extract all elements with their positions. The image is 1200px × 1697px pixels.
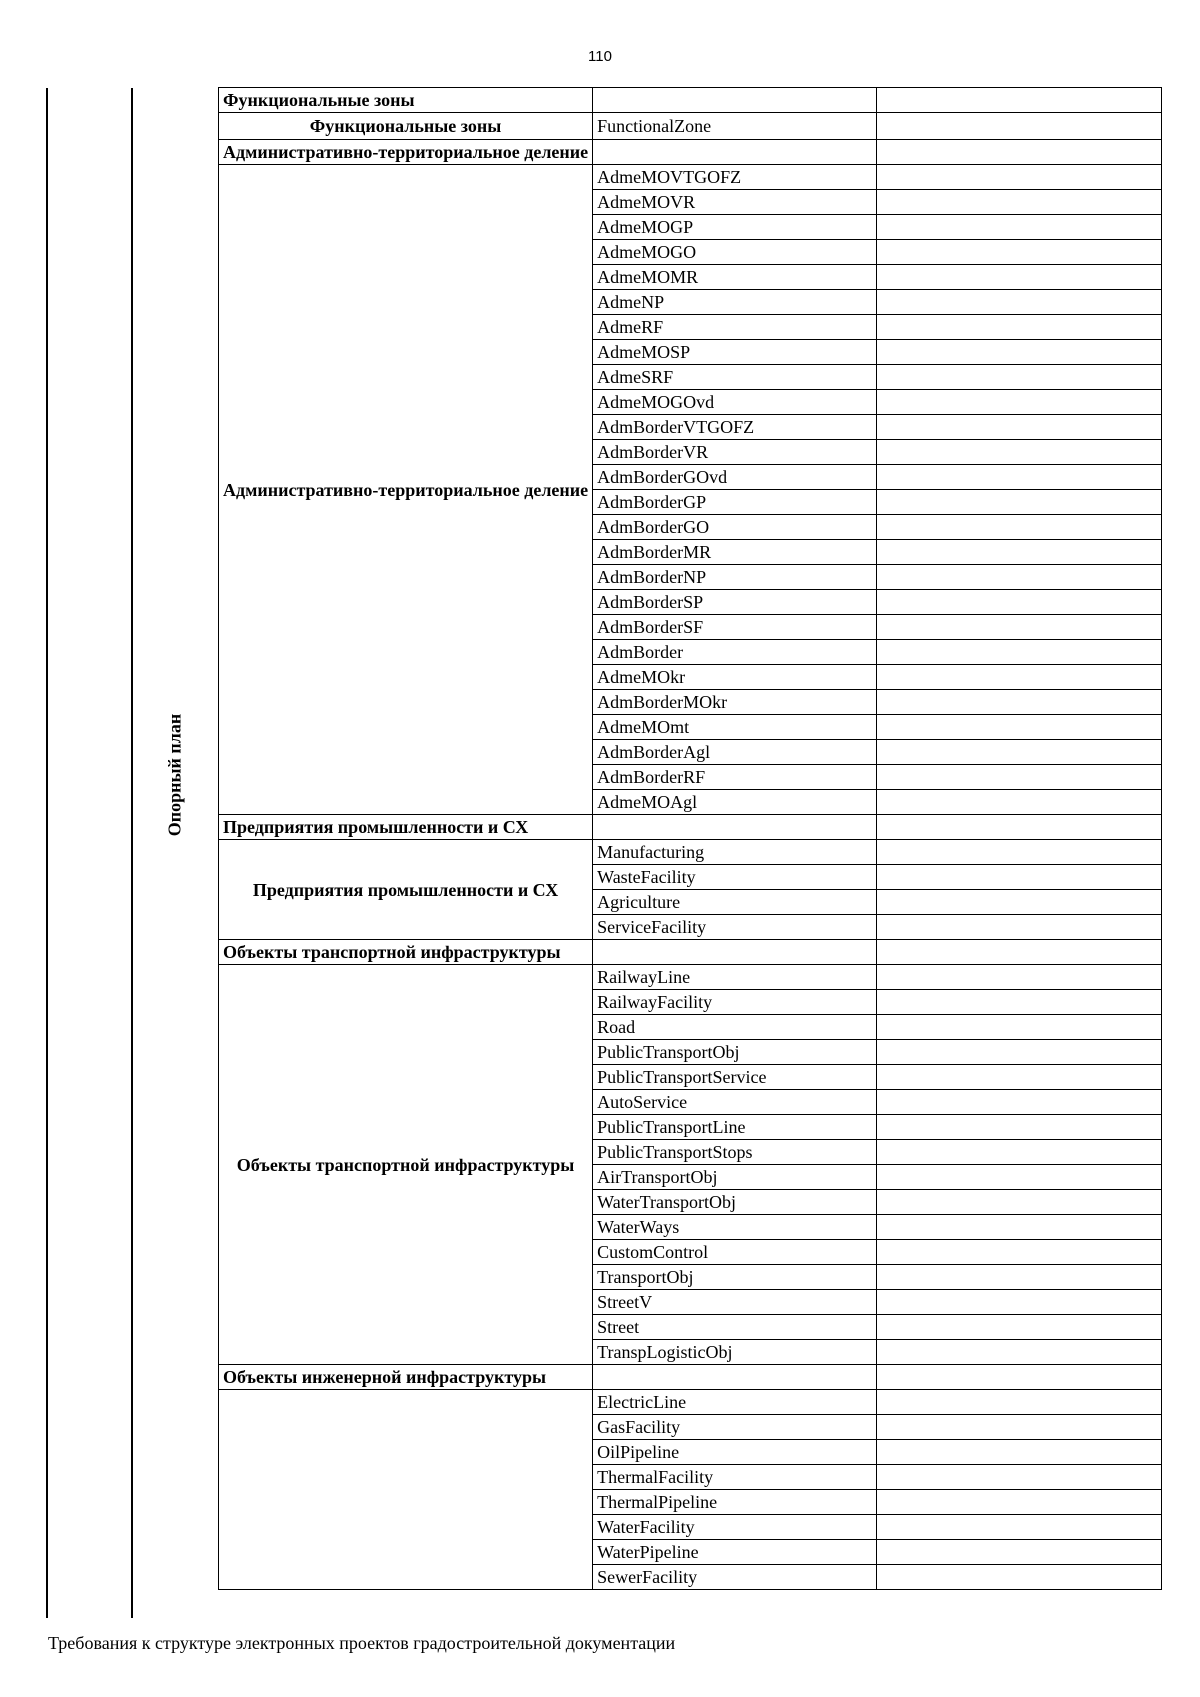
layer-code: WaterFacility <box>593 1515 877 1540</box>
layer-code: AdmeRF <box>593 315 877 340</box>
empty-cell <box>877 190 1162 215</box>
group-label: Функциональные зоны <box>219 113 593 140</box>
layer-code: PublicTransportObj <box>593 1040 877 1065</box>
layer-code: AdmBorder <box>593 640 877 665</box>
section-title: Функциональные зоны <box>219 88 593 113</box>
empty-cell <box>877 1040 1162 1065</box>
empty-cell <box>877 1465 1162 1490</box>
layer-code: WaterPipeline <box>593 1540 877 1565</box>
layer-code: RailwayFacility <box>593 990 877 1015</box>
layer-code: ElectricLine <box>593 1390 877 1415</box>
layer-code: AdmBorderAgl <box>593 740 877 765</box>
layer-code: AdmBorderGOvd <box>593 465 877 490</box>
layer-code: AdmeMOkr <box>593 665 877 690</box>
layer-code: AdmeMOAgl <box>593 790 877 815</box>
empty-cell <box>877 1140 1162 1165</box>
layer-code: WaterTransportObj <box>593 1190 877 1215</box>
layer-code: AdmBorderVR <box>593 440 877 465</box>
layer-code: Road <box>593 1015 877 1040</box>
empty-cell <box>877 165 1162 190</box>
empty-cell <box>877 365 1162 390</box>
layer-code: OilPipeline <box>593 1440 877 1465</box>
layer-code: ThermalPipeline <box>593 1490 877 1515</box>
empty-cell <box>877 965 1162 990</box>
layer-code: StreetV <box>593 1290 877 1315</box>
layer-code: AdmeMOVTGOFZ <box>593 165 877 190</box>
layer-code: Manufacturing <box>593 840 877 865</box>
empty-cell <box>877 915 1162 940</box>
empty-cell <box>877 1115 1162 1140</box>
layer-code: GasFacility <box>593 1415 877 1440</box>
empty-cell <box>877 890 1162 915</box>
empty-cell <box>877 1515 1162 1540</box>
empty-cell <box>877 265 1162 290</box>
empty-cell <box>877 1290 1162 1315</box>
layer-code: WasteFacility <box>593 865 877 890</box>
empty-cell <box>877 615 1162 640</box>
page-number: 110 <box>588 48 612 65</box>
layer-code: AdmeMOSP <box>593 340 877 365</box>
layer-code: AdmBorderNP <box>593 565 877 590</box>
empty-cell <box>877 465 1162 490</box>
empty-cell <box>877 240 1162 265</box>
empty-cell <box>877 715 1162 740</box>
side-label: Опорный план <box>164 713 185 837</box>
empty-cell <box>877 1315 1162 1340</box>
margin-line-left <box>46 88 48 1618</box>
empty-cell <box>877 1240 1162 1265</box>
empty-cell <box>877 290 1162 315</box>
section-title: Административно-территориальное деление <box>219 140 593 165</box>
layer-code: AutoService <box>593 1090 877 1115</box>
table-row <box>219 165 1162 190</box>
empty-cell <box>877 690 1162 715</box>
empty-cell <box>877 1065 1162 1090</box>
empty-cell <box>593 1365 877 1390</box>
empty-cell <box>877 1440 1162 1465</box>
empty-cell <box>877 315 1162 340</box>
section-header-row <box>219 940 1162 965</box>
table-row <box>219 840 1162 865</box>
layer-code: AdmeSRF <box>593 365 877 390</box>
layer-code: AdmBorderMOkr <box>593 690 877 715</box>
layer-code: FunctionalZone <box>593 113 877 140</box>
group-label: Административно-территориальное деление <box>219 165 593 815</box>
margin-line-middle <box>131 88 133 1618</box>
empty-cell <box>877 390 1162 415</box>
layer-code: AdmeMOVR <box>593 190 877 215</box>
empty-cell <box>877 1015 1162 1040</box>
layer-code: AdmeMOGOvd <box>593 390 877 415</box>
layer-code: AirTransportObj <box>593 1165 877 1190</box>
empty-cell <box>593 88 877 113</box>
empty-cell <box>877 815 1162 840</box>
layer-code: AdmBorderMR <box>593 540 877 565</box>
layer-code: AdmBorderVTGOFZ <box>593 415 877 440</box>
layer-code: Street <box>593 1315 877 1340</box>
empty-cell <box>877 540 1162 565</box>
empty-cell <box>877 113 1162 140</box>
empty-cell <box>877 665 1162 690</box>
empty-cell <box>877 765 1162 790</box>
table-row <box>219 965 1162 990</box>
empty-cell <box>877 590 1162 615</box>
section-header-row <box>219 140 1162 165</box>
layers-table <box>218 87 1162 1590</box>
group-label <box>219 1390 593 1590</box>
layer-code: AdmeMOGP <box>593 215 877 240</box>
section-header-row <box>219 88 1162 113</box>
table-row <box>219 1390 1162 1415</box>
empty-cell <box>877 1215 1162 1240</box>
layer-code: AdmeMOGO <box>593 240 877 265</box>
layer-code: PublicTransportService <box>593 1065 877 1090</box>
section-title: Предприятия промышленности и СХ <box>219 815 593 840</box>
empty-cell <box>593 940 877 965</box>
layer-code: AdmBorderGO <box>593 515 877 540</box>
section-title: Объекты инженерной инфраструктуры <box>219 1365 593 1390</box>
empty-cell <box>877 340 1162 365</box>
empty-cell <box>877 1540 1162 1565</box>
layer-code: CustomControl <box>593 1240 877 1265</box>
section-title: Объекты транспортной инфраструктуры <box>219 940 593 965</box>
empty-cell <box>877 790 1162 815</box>
layer-code: AdmeMOMR <box>593 265 877 290</box>
empty-cell <box>877 140 1162 165</box>
empty-cell <box>877 1265 1162 1290</box>
layer-code: PublicTransportStops <box>593 1140 877 1165</box>
empty-cell <box>877 1090 1162 1115</box>
empty-cell <box>877 565 1162 590</box>
empty-cell <box>593 140 877 165</box>
section-header-row <box>219 1365 1162 1390</box>
empty-cell <box>877 415 1162 440</box>
layer-code: RailwayLine <box>593 965 877 990</box>
empty-cell <box>593 815 877 840</box>
group-label: Объекты транспортной инфраструктуры <box>219 965 593 1365</box>
layer-code: SewerFacility <box>593 1565 877 1590</box>
empty-cell <box>877 1365 1162 1390</box>
layer-code: PublicTransportLine <box>593 1115 877 1140</box>
empty-cell <box>877 1165 1162 1190</box>
layer-code: WaterWays <box>593 1215 877 1240</box>
layers-table-body <box>219 88 1162 1590</box>
empty-cell <box>877 1565 1162 1590</box>
group-label: Предприятия промышленности и СХ <box>219 840 593 940</box>
empty-cell <box>877 740 1162 765</box>
layer-code: AdmeNP <box>593 290 877 315</box>
layer-code: TransportObj <box>593 1265 877 1290</box>
empty-cell <box>877 840 1162 865</box>
page-footer: Требования к структуре электронных проектов градостроительной документации <box>48 1633 676 1653</box>
empty-cell <box>877 1340 1162 1365</box>
empty-cell <box>877 1190 1162 1215</box>
empty-cell <box>877 88 1162 113</box>
layer-code: AdmBorderRF <box>593 765 877 790</box>
empty-cell <box>877 515 1162 540</box>
empty-cell <box>877 1490 1162 1515</box>
layer-code: AdmBorderSP <box>593 590 877 615</box>
layer-code: ThermalFacility <box>593 1465 877 1490</box>
empty-cell <box>877 940 1162 965</box>
empty-cell <box>877 1415 1162 1440</box>
layer-code: AdmBorderGP <box>593 490 877 515</box>
empty-cell <box>877 490 1162 515</box>
empty-cell <box>877 865 1162 890</box>
empty-cell <box>877 990 1162 1015</box>
layer-code: Agriculture <box>593 890 877 915</box>
layer-code: AdmeMOmt <box>593 715 877 740</box>
layer-code: AdmBorderSF <box>593 615 877 640</box>
layer-code: TranspLogisticObj <box>593 1340 877 1365</box>
empty-cell <box>877 640 1162 665</box>
empty-cell <box>877 1390 1162 1415</box>
section-header-row <box>219 815 1162 840</box>
table-row <box>219 113 1162 140</box>
empty-cell <box>877 440 1162 465</box>
empty-cell <box>877 215 1162 240</box>
layer-code: ServiceFacility <box>593 915 877 940</box>
